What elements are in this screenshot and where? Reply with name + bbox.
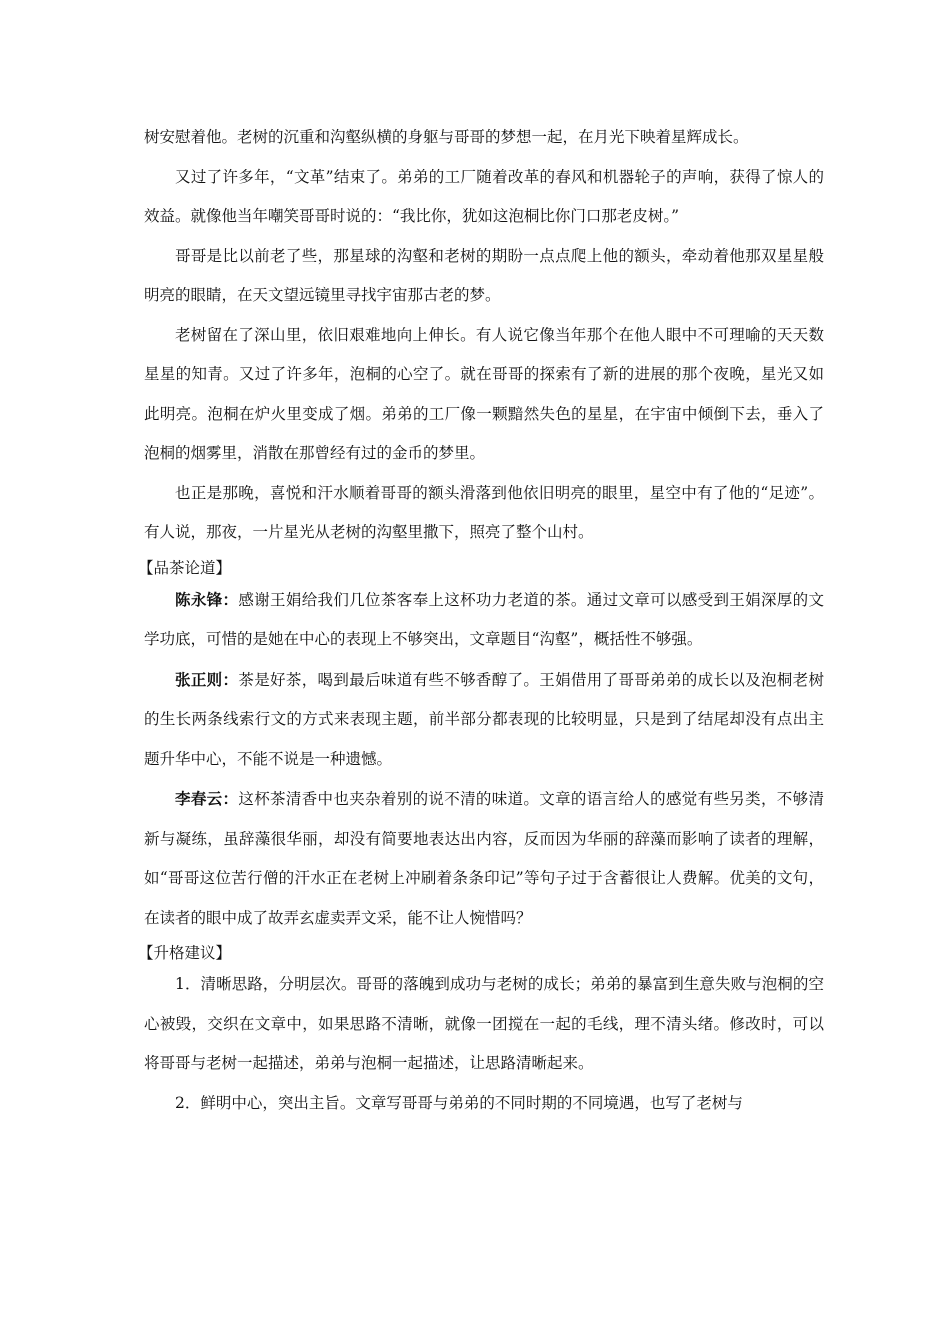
reviewer-name: 张正则： — [175, 669, 239, 689]
review-comment-text: 感谢王娟给我们几位茶客奉上这杯功力老道的茶。通过文章可以感受到王娟深厚的文学功底，可惜的是她在中心的表现上不够突出，文章题目“沟壑”，概括性不够强。 — [144, 590, 824, 648]
review-comment — [144, 580, 824, 660]
review-comment — [144, 779, 824, 938]
story-paragraph-1: 树安慰着他。老树的沉重和沟壑纵横的身躯与哥哥的梦想一起，在月光下映着星辉成长。 — [144, 128, 749, 146]
review-comment — [144, 660, 824, 780]
document-page — [138, 118, 824, 1123]
story-paragraph-2: 又过了许多年，“文革”结束了。弟弟的工厂随着改革的春风和机器轮子的声响，获得了惊人的效益。就像他当年嘲笑哥哥时说的：“我比你，犹如这泡桐比你门口那老皮树。” — [144, 167, 824, 225]
suggestion-item: 2．鲜明中心，突出主旨。文章写哥哥与弟弟的不同时期的不同境遇，也写了老树与 — [175, 1093, 743, 1112]
reviewer-name: 陈永锋： — [175, 589, 239, 609]
review-heading: 【品茶论道】 — [138, 558, 232, 577]
story-paragraph-4: 老树留在了深山里，依旧艰难地向上伸长。有人说它像当年那个在他人眼中不可理喻的天天数星星的知青。又过了许多年，泡桐的心空了。就在哥哥的探索有了新的进展的那个夜晚，星光又如此明亮。泡桐在炉火里变成了烟。弟弟的工厂像一颗黯然失色的星星，在宇宙中倾倒下去，垂入了泡桐的烟雾里，消散在那曾经有过的金币的梦里。 — [144, 325, 824, 462]
suggestion-item: 1．清晰思路，分明层次。哥哥的落魄到成功与老树的成长；弟弟的暴富到生意失败与泡桐的空心被毁，交织在文章中，如果思路不清晰，就像一团搅在一起的毛线，理不清头绪。修改时，可以将哥哥与老树一起描述，弟弟与泡桐一起描述，让思路清晰起来。 — [144, 975, 824, 1072]
story-paragraph-5: 也正是那晚，喜悦和汗水顺着哥哥的额头滑落到他依旧明亮的眼里，星空中有了他的“足迹”。有人说，那夜，一片星光从老树的沟壑里撒下，照亮了整个山村。 — [144, 483, 824, 541]
story-paragraph-3: 哥哥是比以前老了些，那星球的沟壑和老树的期盼一点点爬上他的额头，牵动着他那双星星般明亮的眼睛，在天文望远镜里寻找宇宙那古老的梦。 — [144, 246, 824, 304]
reviewer-name: 李春云： — [175, 789, 239, 808]
review-comment-text: 这杯茶清香中也夹杂着别的说不清的味道。文章的语言给人的感觉有些另类，不够清新与凝练，虽辞藻很华丽，却没有简要地表达出内容，反而因为华丽的辞藻而影响了读者的理解，如“哥哥这位苦行僧的汗水正在老树上冲刷着条条印记”等句子过于含蓄很让人费解。优美的文句，在读者的眼中成了故弄玄虚卖弄文采，能不让人惋惜吗？ — [144, 790, 824, 927]
review-comment-text: 茶是好茶，喝到最后味道有些不够香醇了。王娟借用了哥哥弟弟的成长以及泡桐老树的生长两条线索行文的方式来表现主题，前半部分都表现的比较明显，只是到了结尾却没有点出主题升华中心，不能不说是一种遗憾。 — [144, 670, 824, 768]
suggestions-heading: 【升格建议】 — [138, 944, 232, 962]
